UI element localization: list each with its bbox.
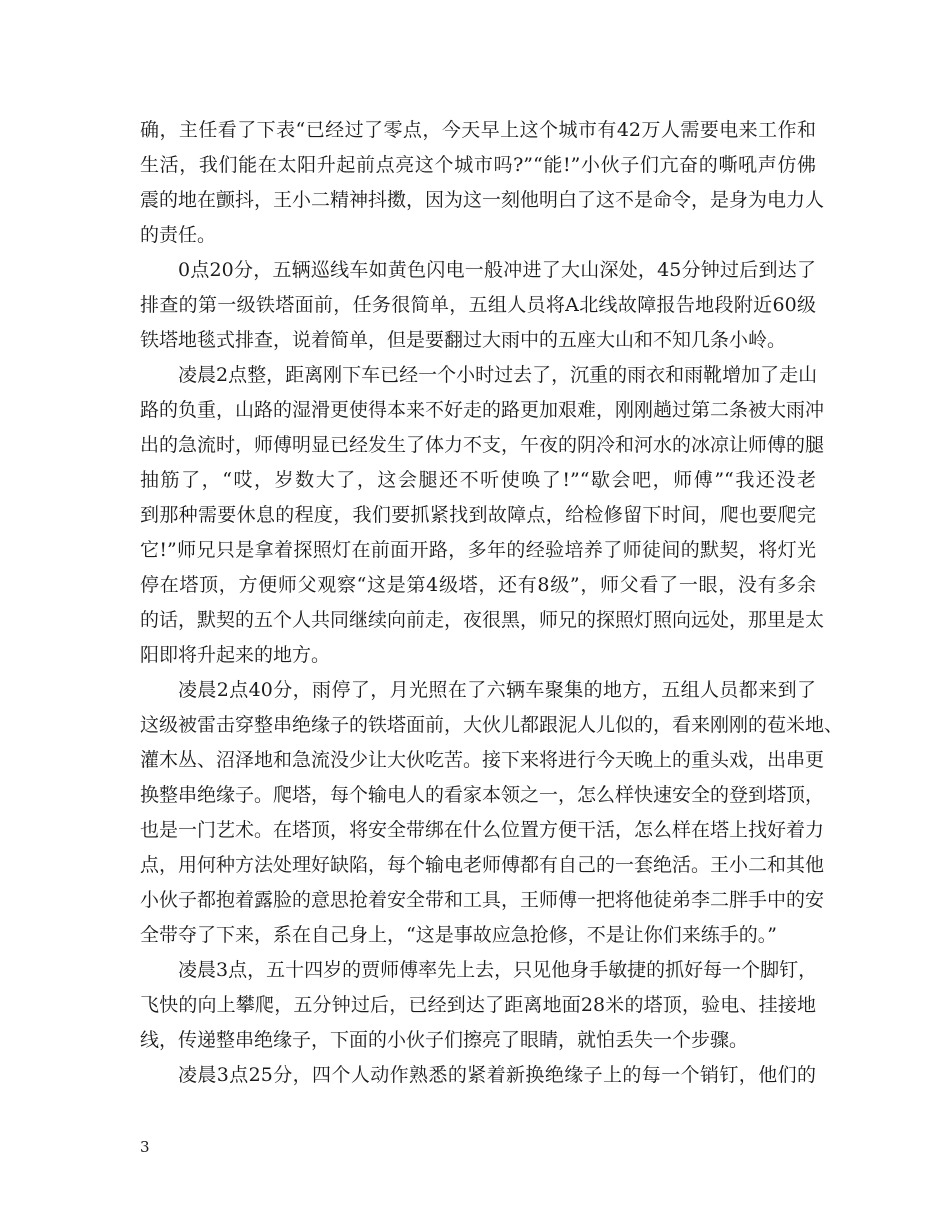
- document-body: [140, 113, 844, 1093]
- text-line: 的话，默契的五个人共同继续向前走，夜很黑，师兄的探照灯照向远处，那里是太: [140, 609, 825, 631]
- paragraph: [140, 253, 816, 358]
- paragraph: [140, 358, 825, 673]
- text-line: 震的地在颤抖，王小二精神抖擞，因为这一刻他明白了这不是命令，是身为电力人: [140, 189, 825, 211]
- text-line: 路的负重，山路的湿滑更使得本来不好走的路更加艰难，刚刚趟过第二条被大雨冲: [140, 399, 825, 421]
- text-line: 凌晨3点25分，四个人动作熟悉的紧着新换绝缘子上的每一个销钉，他们的: [178, 1064, 816, 1086]
- paragraph: [140, 113, 825, 253]
- text-line: 出的急流时，师傅明显已经发生了体力不支，午夜的阴冷和河水的冰凉让师傅的腿: [140, 434, 825, 456]
- text-line: 点，用何种方法处理好缺陷，每个输电老师傅都有自己的一套绝活。王小二和其他: [140, 854, 825, 876]
- text-line: 这级被雷击穿整串绝缘子的铁塔面前，大伙儿都跟泥人儿似的，看来刚刚的苞米地、: [140, 714, 844, 736]
- text-line: 排查的第一级铁塔面前，任务很简单，五组人员将A北线故障报告地段附近60级: [140, 294, 816, 316]
- text-line: 换整串绝缘子。爬塔，每个输电人的看家本领之一，怎么样快速安全的登到塔顶，: [140, 784, 825, 806]
- text-line: 线，传递整串绝缘子，下面的小伙子们擦亮了眼睛，就怕丢失一个步骤。: [140, 1029, 749, 1051]
- paragraph: [140, 953, 816, 1058]
- text-line: 阳即将升起来的地方。: [140, 644, 331, 666]
- paragraph: [140, 673, 844, 953]
- text-line: 的责任。: [140, 224, 217, 246]
- text-line: 0点20分，五辆巡线车如黄色闪电一般冲进了大山深处，45分钟过后到达了: [178, 259, 816, 281]
- text-line: 也是一门艺术。在塔顶，将安全带绑在什么位置方便干活，怎么样在塔上找好着力: [140, 819, 825, 841]
- text-line: 凌晨2点整，距离刚下车已经一个小时过去了，沉重的雨衣和雨靴增加了走山: [178, 364, 818, 386]
- text-line: 铁塔地毯式排查，说着简单，但是要翻过大雨中的五座大山和不知几条小岭。: [140, 329, 787, 351]
- text-line: 飞快的向上攀爬，五分钟过后，已经到达了距离地面28米的塔顶，验电、挂接地: [140, 994, 816, 1016]
- text-line: 停在塔顶，方便师父观察“这是第4级塔，还有8级”，师父看了一眼，没有多余: [140, 574, 816, 596]
- text-line: 生活，我们能在太阳升起前点亮这个城市吗?”“能!”小伙子们亢奋的嘶吼声仿佛: [140, 154, 816, 176]
- text-line: 凌晨3点，五十四岁的贾师傅率先上去，只见他身手敏捷的抓好每一个脚钉，: [178, 959, 818, 981]
- text-line: 它!”师兄只是拿着探照灯在前面开路，多年的经验培养了师徒间的默契，将灯光: [140, 539, 816, 561]
- text-line: 凌晨2点40分，雨停了，月光照在了六辆车聚集的地方，五组人员都来到了: [178, 679, 816, 701]
- text-line: 抽筋了，“哎，岁数大了，这会腿还不听使唤了!”“歇会吧，师傅”“我还没老: [140, 469, 816, 491]
- text-line: 灌木丛、沼泽地和急流没少让大伙吃苦。接下来将进行今天晚上的重头戏，出串更: [140, 749, 825, 771]
- text-line: 确，主任看了下表“已经过了零点，今天早上这个城市有42万人需要电来工作和: [140, 119, 816, 141]
- paragraph: [140, 1058, 816, 1093]
- text-line: 小伙子都抱着露脸的意思抢着安全带和工具，王师傅一把将他徒弟李二胖手中的安: [140, 889, 825, 911]
- page-number: 3: [140, 1138, 150, 1156]
- text-line: 全带夺了下来，系在自己身上，“这是事故应急抢修，不是让你们来练手的。”: [140, 924, 777, 946]
- text-line: 到那种需要休息的程度，我们要抓紧找到故障点，给检修留下时间，爬也要爬完: [140, 504, 816, 526]
